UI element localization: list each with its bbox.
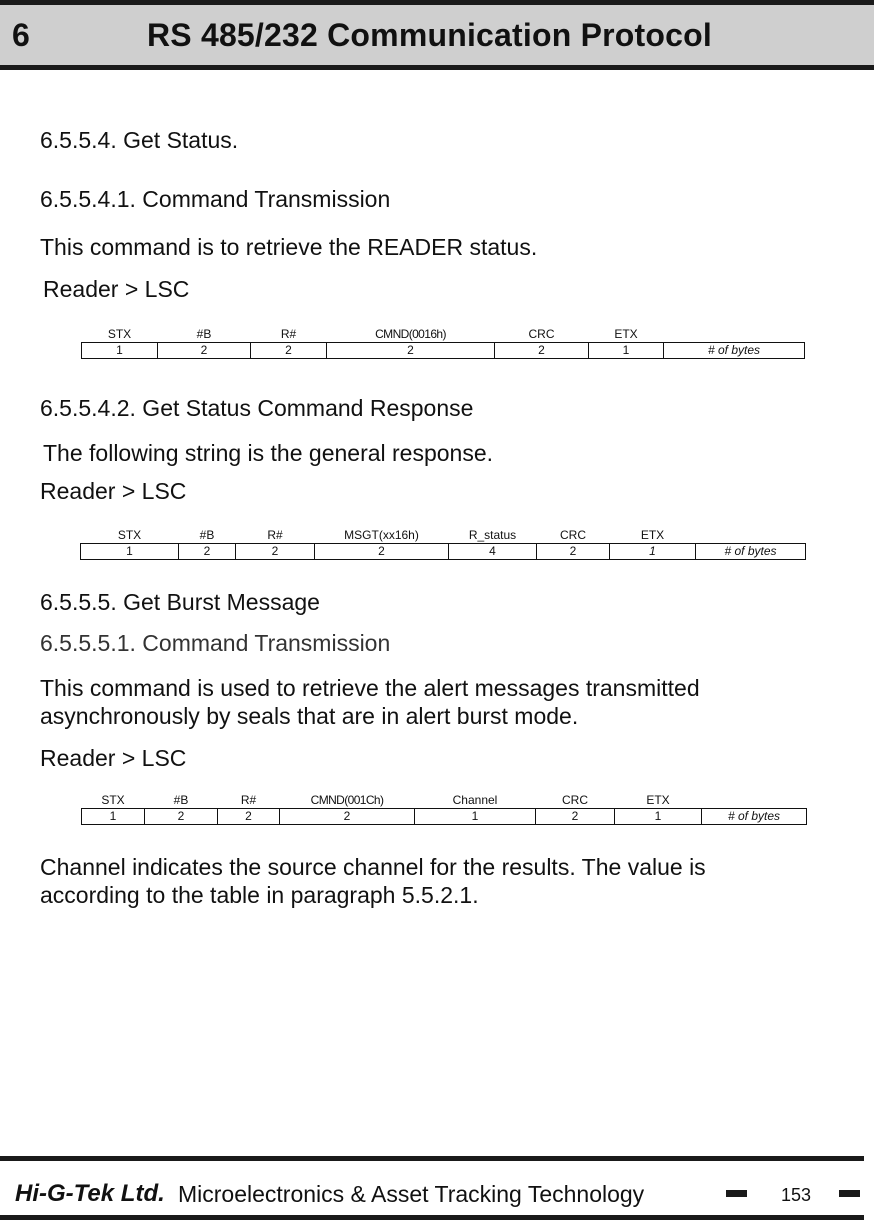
byte-count: 2: [537, 544, 610, 560]
subsection-heading-command-transmission: 6.5.5.4.1. Command Transmission: [40, 186, 391, 212]
field-name: STX: [107, 327, 132, 341]
paragraph-text: This command is to retrieve the READER status.: [40, 234, 538, 260]
field-name: CMND(001Ch): [310, 793, 384, 807]
footer-dash-left: [726, 1190, 747, 1197]
field-name: MSGT(xx16h): [344, 528, 419, 542]
direction-label: Reader > LSC: [43, 276, 190, 302]
byte-count: 2: [179, 544, 236, 560]
direction-label: Reader > LSC: [40, 478, 187, 504]
byte-count: 1: [81, 544, 179, 560]
paragraph-text: [40, 674, 700, 730]
footer-rule-bottom: [0, 1215, 864, 1220]
field-name: R#: [280, 327, 297, 341]
field-name: ETX: [646, 793, 670, 807]
byte-count: 2: [236, 544, 315, 560]
byte-count: 1: [589, 343, 664, 359]
field-name: R#: [267, 528, 283, 542]
byte-count: 2: [495, 343, 589, 359]
field-name: #B: [196, 327, 212, 341]
chapter-title: RS 485/232 Communication Protocol: [147, 17, 712, 53]
empty-cell: [664, 327, 805, 343]
company-name: Hi-G-Tek Ltd.: [15, 1180, 165, 1207]
page-header: [0, 0, 874, 70]
field-names-row: [82, 793, 807, 809]
field-name: Channel: [452, 793, 498, 807]
frame-table-get-burst-message: [81, 793, 807, 825]
channel-note: [40, 853, 706, 909]
field-name: R#: [240, 793, 257, 807]
byte-count: 2: [158, 343, 251, 359]
field-names-row: [82, 327, 805, 343]
field-name: ETX: [614, 327, 638, 341]
byte-count: 1: [415, 809, 536, 825]
subsection-heading-command-transmission: 6.5.5.5.1. Command Transmission: [40, 630, 391, 656]
paragraph-text: The following string is the general response.: [43, 440, 494, 466]
byte-count: 1: [82, 343, 158, 359]
paragraph-line: Channel indicates the source channel for the results. The value is: [40, 854, 706, 880]
byte-count: 2: [145, 809, 218, 825]
field-name: ETX: [640, 528, 665, 542]
section-heading-get-burst-message: 6.5.5.5. Get Burst Message: [40, 589, 320, 615]
byte-count: 2: [315, 544, 449, 560]
footer-rule-top: [0, 1156, 864, 1161]
byte-count: 1: [615, 809, 702, 825]
unit-label: # of bytes: [696, 544, 806, 560]
field-name: CRC: [560, 528, 586, 542]
byte-count-row: [81, 544, 806, 560]
field-names-row: [81, 528, 806, 544]
paragraph-line: according to the table in paragraph 5.5.2.1.: [40, 882, 479, 908]
paragraph-line: This command is used to retrieve the alert messages transmitted: [40, 675, 700, 701]
company-tagline: Microelectronics & Asset Tracking Technology: [178, 1181, 645, 1207]
unit-label: # of bytes: [664, 343, 805, 359]
paragraph-line: asynchronously by seals that are in alert burst mode.: [40, 703, 579, 729]
field-name: #B: [173, 793, 189, 807]
frame-table-get-status: [81, 327, 805, 359]
empty-cell: [696, 528, 806, 544]
byte-count: 1: [610, 544, 696, 560]
byte-count: 2: [218, 809, 280, 825]
byte-count: 2: [280, 809, 415, 825]
field-name: CRC: [528, 327, 555, 341]
byte-count: 4: [449, 544, 537, 560]
field-name: STX: [117, 528, 142, 542]
direction-label: Reader > LSC: [40, 745, 187, 771]
field-name: CRC: [562, 793, 588, 807]
header-rule-bottom: [0, 65, 874, 70]
field-name: R_status: [468, 528, 517, 542]
empty-cell: [702, 793, 807, 809]
section-heading-get-status: 6.5.5.4. Get Status.: [40, 127, 239, 153]
byte-count: 1: [82, 809, 145, 825]
byte-count: 2: [251, 343, 327, 359]
byte-count-row: [82, 809, 807, 825]
frame-table-status-response: [80, 528, 806, 560]
page-number: 153: [781, 1185, 812, 1205]
field-name: #B: [199, 528, 215, 542]
subsection-heading-command-response: 6.5.5.4.2. Get Status Command Response: [40, 395, 474, 421]
field-name: STX: [101, 793, 125, 807]
chapter-number: 6: [12, 17, 30, 53]
footer-dash-right: [839, 1190, 860, 1197]
field-name: CMND(0016h): [375, 327, 446, 341]
page-footer: [0, 1156, 874, 1224]
byte-count: 2: [327, 343, 495, 359]
byte-count-row: [82, 343, 805, 359]
byte-count: 2: [536, 809, 615, 825]
unit-label: # of bytes: [702, 809, 807, 825]
